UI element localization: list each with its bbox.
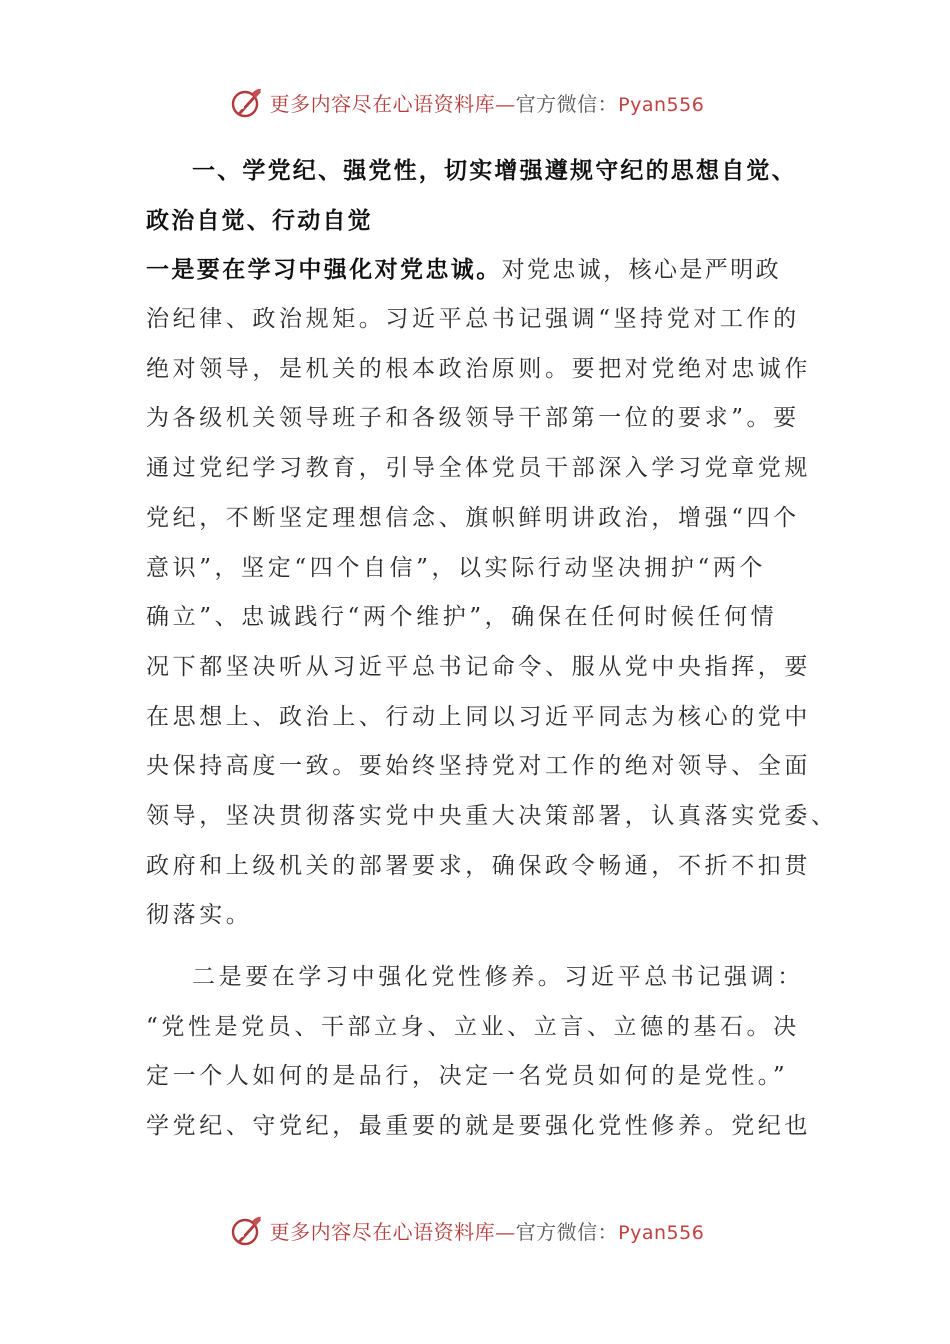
banner-dash: — (495, 91, 516, 116)
paragraph-1-line: 为各级机关领导班子和各级领导干部第一位的要求”。要 (146, 405, 800, 432)
paragraph-1-line: 彻落实。 (146, 902, 253, 929)
footer-banner-text (270, 1216, 705, 1245)
banner-lead-text: 更多内容尽在心语资料库 (269, 91, 496, 116)
paragraph-2-line: 定一个人如何的是品行，决定一名党员如何的是党性。” (146, 1063, 789, 1090)
banner-wechat-label: 官方微信： (515, 91, 619, 116)
section-heading-line-1: 一、学党纪、强党性，切实增强遵规守纪的思想自觉、 (192, 157, 797, 184)
footer-banner (0, 1210, 950, 1250)
paragraph-1-line-1 (146, 245, 794, 295)
banner-lead-text: 更多内容尽在心语资料库 (269, 1219, 496, 1244)
paragraph-spacer (146, 941, 794, 953)
paragraph-1-line: 通过党纪学习教育，引导全体党员干部深入学习党章党规 (146, 455, 811, 482)
header-banner (0, 82, 950, 122)
paragraph-1-lead: 一是要在学习中强化对党忠诚。 (146, 256, 502, 284)
section-heading-line-2: 政治自觉、行动自觉 (146, 206, 373, 234)
header-banner-text (270, 88, 705, 117)
paragraph-1-line: 领导，坚决贯彻落实党中央重大决策部署，认真落实党委、 (146, 802, 838, 829)
banner-wechat-label: 官方微信： (515, 1219, 619, 1244)
paragraph-1-line: 央保持高度一致。要始终坚持党对工作的绝对领导、全面 (146, 753, 811, 780)
paragraph-2-line-1: 二是要在学习中强化党性修养。习近平总书记强调： (192, 964, 804, 990)
paragraph-1-line: 党纪，不断坚定理想信念、旗帜鲜明讲政治，增强“四个 (146, 504, 800, 531)
paragraph-2-line: 学党纪、守党纪，最重要的就是要强化党性修养。党纪也 (146, 1113, 811, 1140)
paragraph-1-line: 意识”，坚定“四个自信”，以实际行动坚决拥护“两个 (146, 554, 767, 581)
footer-banner-inner (230, 1213, 705, 1247)
paragraph-1-line: 在思想上、政治上、行动上同以习近平同志为核心的党中 (146, 703, 811, 730)
paragraph-1-line: 确立”、忠诚践行“两个维护”，确保在任何时候任何情 (146, 604, 778, 631)
paragraph-1-line: 政府和上级机关的部署要求，确保政令畅通，不折不扣贯 (146, 852, 811, 879)
banner-dash: — (495, 1219, 516, 1244)
paragraph-1-text: 对党忠诚，核心是严明政 (501, 257, 782, 284)
paragraph-1-line: 况下都坚决听从习近平总书记命令、服从党中央指挥，要 (146, 653, 811, 680)
paragraph-1-line: 绝对领导，是机关的根本政治原则。要把对党绝对忠诚作 (146, 355, 811, 382)
header-banner-inner (230, 85, 705, 119)
banner-wechat-handle: Pyan556 (618, 93, 705, 116)
quill-logo-icon (230, 1213, 264, 1247)
quill-logo-icon (230, 85, 264, 119)
paragraph-2-line: “党性是党员、干部立身、立业、立言、立德的基石。决 (146, 1013, 800, 1040)
banner-wechat-handle: Pyan556 (618, 1221, 705, 1244)
paragraph-1-line: 治纪律、政治规矩。习近平总书记强调“坚持党对工作的 (146, 306, 800, 333)
document-body (146, 146, 838, 1152)
